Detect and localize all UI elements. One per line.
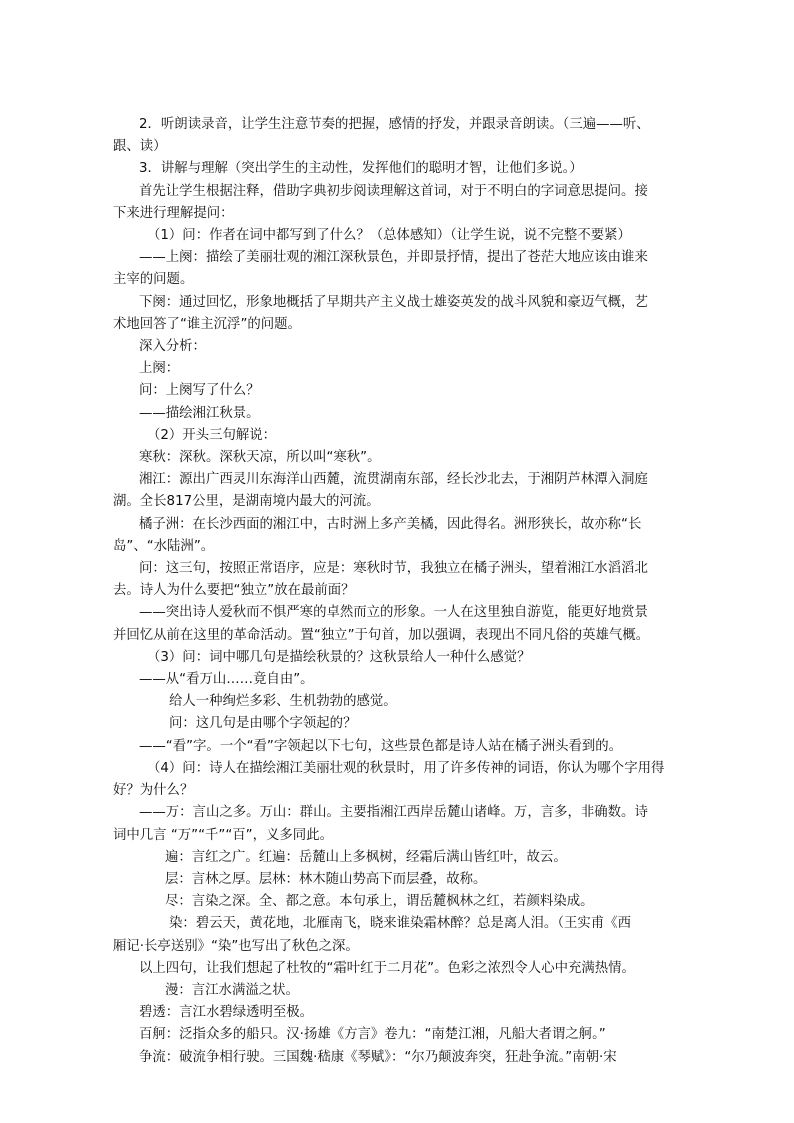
text-line: （3）问：词中哪几句是描绘秋景的？这秋景给人一种什么感觉？: [147, 649, 531, 665]
text-line: 跟、读）: [113, 139, 167, 155]
text-line: （4）问：诗人在描绘湘江美丽壮观的秋景时，用了许多传神的词语，你认为哪个字用得: [147, 760, 665, 776]
text-line: 去。诗人为什么要把“独立”放在最前面？: [113, 583, 355, 599]
text-line: （2）开头三句解说：: [147, 427, 277, 443]
text-line: 争流：破流争相行驶。三国魏·嵇康《琴赋》：“尔乃颠波奔突，狂赴争流。”南朝·宋: [139, 1049, 617, 1065]
text-line: 漫：言江水满溢之状。: [165, 982, 299, 998]
text-line: 碧透：言江水碧绿透明至极。: [139, 1005, 314, 1021]
text-line: 术地回答了“谁主沉浮”的问题。: [113, 316, 301, 332]
text-line: 染：碧云天，黄花地，北雁南飞，晓来谁染霜林醉？总是离人泪。（王实甫《西: [169, 916, 631, 932]
text-line: 问：这几句是由哪个字领起的？: [169, 716, 357, 732]
text-line: 好？为什么？: [113, 783, 194, 799]
document-page: [113, 114, 683, 1069]
text-line: 问：上阕写了什么？: [139, 383, 260, 399]
text-line: 3．讲解与理解（突出学生的主动性，发挥他们的聪明才智，让他们多说。）: [139, 161, 583, 177]
text-line: 主宰的问题。: [113, 272, 194, 288]
text-line: 百舸：泛指众多的船只。汉·扬雄《方言》卷九：“南楚江湘，凡船大者谓之舸。”: [139, 1027, 606, 1043]
text-line: 湖。全长817公里，是湖南境内最大的河流。: [113, 494, 380, 510]
text-line: 上阕：: [139, 361, 180, 377]
text-line: 层：言林之厚。层林：林木随山势高下而层叠，故称。: [165, 871, 487, 887]
text-line: 问：这三句，按照正常语序，应是：寒秋时节，我独立在橘子洲头，望着湘江水滔滔北: [139, 561, 648, 577]
text-line: 并回忆从前在这里的革命活动。置“独立”于句首，加以强调，表现出不同凡俗的英雄气概。: [113, 627, 650, 643]
text-line: ——“看”字。一个“看”字领起以下七句，这些景色都是诗人站在橘子洲头看到的。: [139, 738, 623, 754]
text-line: 2．听朗读录音，让学生注意节奏的把握，感情的抒发，并跟录音朗读。（三遍——听、: [139, 117, 650, 132]
text-line: 遍：言红之广。红遍：岳麓山上多枫树，经霜后满山皆红叶，故云。: [165, 849, 567, 865]
text-line: （1）问：作者在词中都写到了什么？（总体感知）（让学生说，说不完整不要紧）: [147, 228, 631, 244]
text-line: 词中几言 “万”“千”“百”，义多同此。: [113, 827, 333, 843]
text-line: 湘江：源出广西灵川东海洋山西麓，流贯湖南东部，经长沙北去，于湘阴芦林潭入洞庭: [139, 472, 648, 488]
text-line: 下阕：通过回忆，形象地概括了早期共产主义战士雄姿英发的战斗风貌和豪迈气概，艺: [139, 294, 648, 310]
text-line: 岛”、“水陆洲”。: [113, 538, 215, 554]
text-line: 以上四句，让我们想起了杜牧的“霜叶红于二月花”。色彩之浓烈令人心中充满热情。: [139, 960, 635, 976]
text-line: 橘子洲：在长沙西面的湘江中，古时洲上多产美橘，因此得名。洲形狭长，故亦称“长: [139, 516, 642, 532]
text-line: 寒秋：深秋。深秋天凉，所以叫“寒秋”。: [139, 450, 381, 466]
text-line: ——上阕：描绘了美丽壮观的湘江深秋景色，并即景抒情，提出了苍茫大地应该由谁来: [139, 250, 648, 266]
text-line: 厢记·长亭送别》“染”也写出了秋色之深。: [113, 938, 359, 954]
text-line: 深入分析：: [139, 339, 206, 355]
text-line: ——从“看万山……竟自由”。: [139, 672, 314, 688]
text-line: ——万：言山之多。万山：群山。主要指湘江西岸岳麓山诸峰。万，言多，非确数。诗: [139, 805, 648, 821]
text-line: ——描绘湘江秋景。: [139, 405, 260, 421]
text-line: 给人一种绚烂多彩、生机勃勃的感觉。: [169, 694, 397, 710]
text-line: 尽：言染之深。全、都之意。本句承上，谓岳麓枫林之红，若颜料染成。: [165, 894, 594, 910]
text-line: 下来进行理解提问：: [113, 205, 234, 221]
text-line: ——突出诗人爱秋而不惧严寒的卓然而立的形象。一人在这里独自游览，能更好地赏景: [139, 605, 648, 621]
text-line: 首先让学生根据注释，借助字典初步阅读理解这首词，对于不明白的字词意思提问。接: [139, 183, 648, 199]
